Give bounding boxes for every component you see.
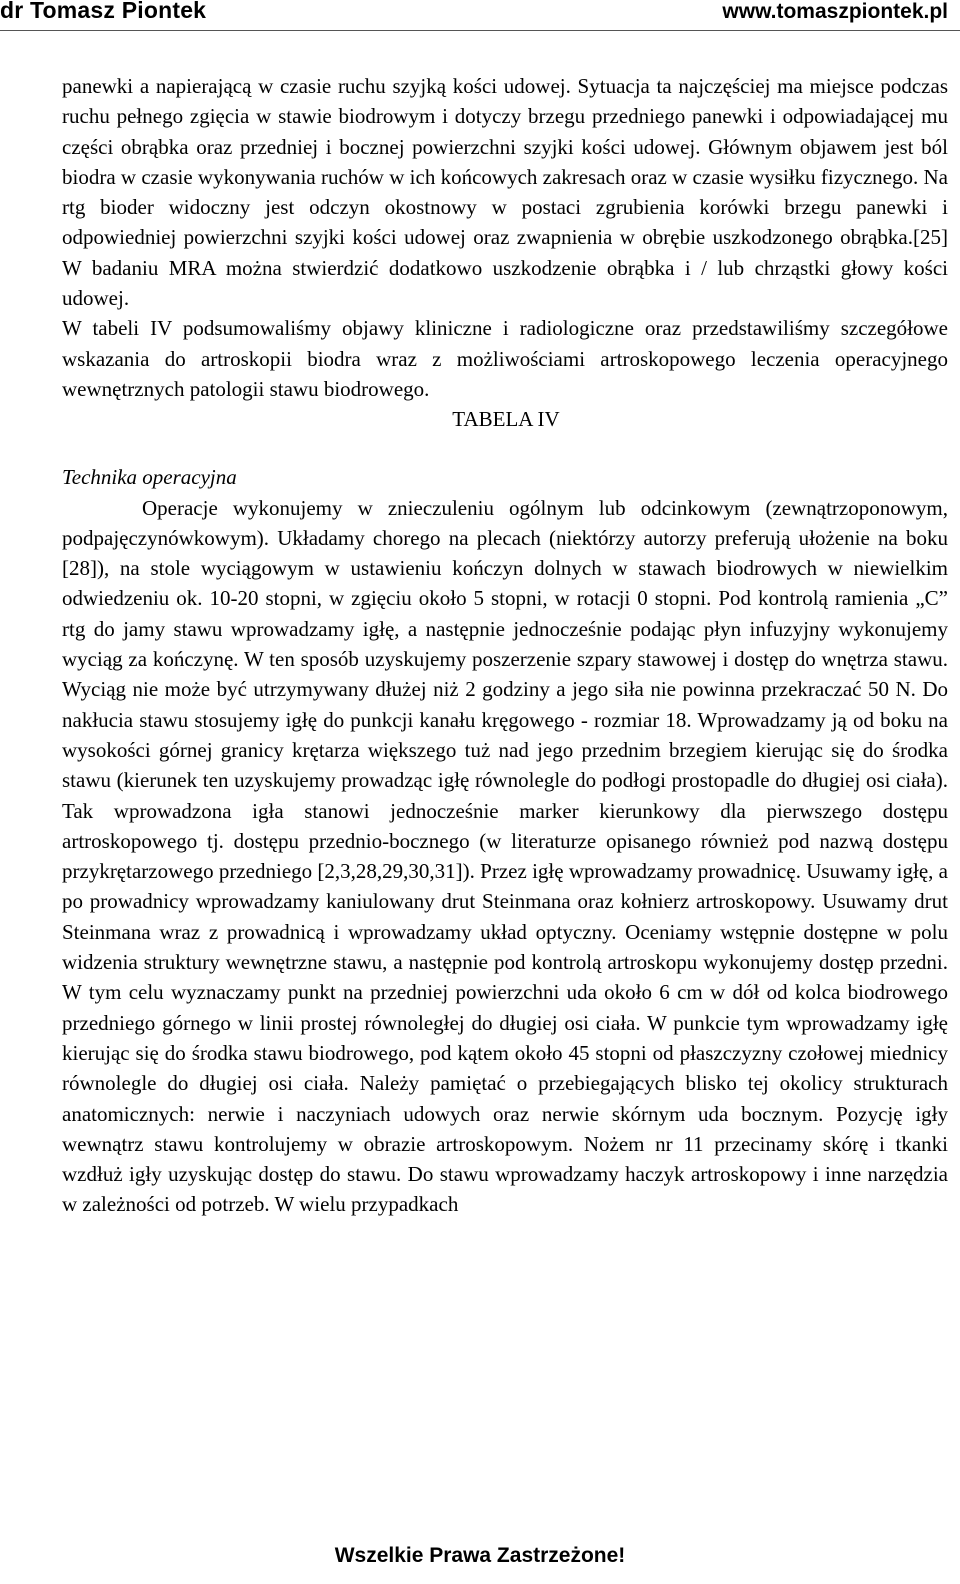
section-title: Technika operacyjna bbox=[62, 465, 237, 490]
header-divider bbox=[0, 30, 960, 31]
page-header bbox=[0, 0, 960, 30]
page-footer-copyright: Wszelkie Prawa Zastrzeżone! bbox=[334, 1544, 626, 1567]
document-body bbox=[62, 71, 948, 1220]
table-title: TABELA IV bbox=[452, 407, 560, 432]
paragraph-surgical-technique: Operacje wykonujemy w znieczuleniu ogólnym lub odcinkowym (zewnątrzoponowym, podpajęczynówkowym). Układamy chorego na plecach (niektórzy autorzy preferują ułożenie na boku [28]), na stole wyciągowym w ustawieniu kończyn dolnych w stawach biodrowych w niewielkim odwiedzeniu ok. 10-20 stopni, w zgięciu około 5 stopni, w rotacji 0 stopni. Pod kontrolą ramienia „C” rtg do jamy stawu wprowadzamy igłę, a następnie jednocześnie podając płyn infuzyjny wykonujemy wyciąg za kończynę. W ten sposób uzyskujemy poszerzenie szpary stawowej i dostęp do wnętrza stawu. Wyciąg nie może być utrzymywany dłużej niż 2 godziny a jego siła nie powinna przekraczać 50 N. Do nakłucia stawu stosujemy igłę do punkcji kanału kręgowego - rozmiar 18. Wprowadzamy ją od boku na wysokości górnej granicy krętarza większego tuż nad jego przednim brzegiem kierując się do środka stawu (kierunek ten uzyskujemy prowadząc igłę równolegle do podłogi prostopadle do długiej osi ciała). Tak wprowadzona igła stanowi jednocześnie marker kierunkowy dla pierwszego dostępu artroskopowego tj. dostępu przednio-bocznego (w literaturze opisanego również pod nazwą dostępu przykrętarzowego przedniego [2,3,28,29,30,31]). Przez igłę wprowadzamy prowadnicę. Usuwamy igłę, a po prowadnicy wprowadzamy kaniulowany drut Steinmana oraz kołnierz artroskopowy. Usuwamy drut Steinmana wraz z prowadnicą i wprowadzamy układ optyczny. Oceniamy wstępnie dostępne w polu widzenia struktury wewnętrzne stawu, a następnie pod kontrolą artroskopu wykonujemy dostęp przedni. W tym celu wyznaczamy punkt na przedniej powierzchni uda około 6 cm w dół od kolca biodrowego przedniego górnego w linii prostej równoległej do długiej osi ciała. W punkcie tym wprowadzamy igłę kierując się do środka stawu biodrowego, pod kątem około 45 stopni od płaszczyzny czołowej miednicy równolegle do długiej osi ciała. Należy pamiętać o przebiegających blisko tej okolicy strukturach anatomicznych: nerwie i naczyniach udowych oraz nerwie skórnym uda bocznym. Pozycję igły wewnątrz stawu kontrolujemy w obrazie artroskopowym. Nożem nr 11 przecinamy skórę i tkanki wzdłuż igły uzyskując dostęp do stawu. Do stawu wprowadzamy haczyk artroskopowy i inne narzędzia w zależności od potrzeb. W wielu przypadkach bbox=[62, 495, 948, 1217]
header-website: www.tomaszpiontek.pl bbox=[722, 0, 948, 23]
paragraph-impingement: panewki a napierającą w czasie ruchu szyjką kości udowej. Sytuacja ta najczęściej ma miejsce podczas ruchu pełnego zgięcia w stawie biodrowym i dotyczy brzegu przedniego panewki i odpowiadającej mu części obrąbka oraz przedniej i bocznej powierzchni szyjki kości udowej. Głównym objawem jest ból biodra w czasie wykonywania ruchów w ich końcowych zakresach oraz w czasie wysiłku fizycznego. Na rtg bioder widoczny jest odczyn okostnowy w postaci zgrubienia korówki brzegu panewki i odpowiedniej powierzchni szyjki kości udowej oraz zwapnienia w obrębie uszkodzonego obrąbka.[25] W badaniu MRA można stwierdzić dodatkowo uszkodzenie obrąbka i / lub chrząstki głowy kości udowej. bbox=[62, 74, 948, 311]
paragraph-table-summary: W tabeli IV podsumowaliśmy objawy kliniczne i radiologiczne oraz przedstawiliśmy szczegółowe wskazania do artroskopii biodra wraz z możliwościami artroskopowego leczenia operacyjnego wewnętrznych patologii stawu biodrowego. bbox=[62, 316, 948, 401]
header-author: dr Tomasz Piontek bbox=[0, 0, 207, 23]
